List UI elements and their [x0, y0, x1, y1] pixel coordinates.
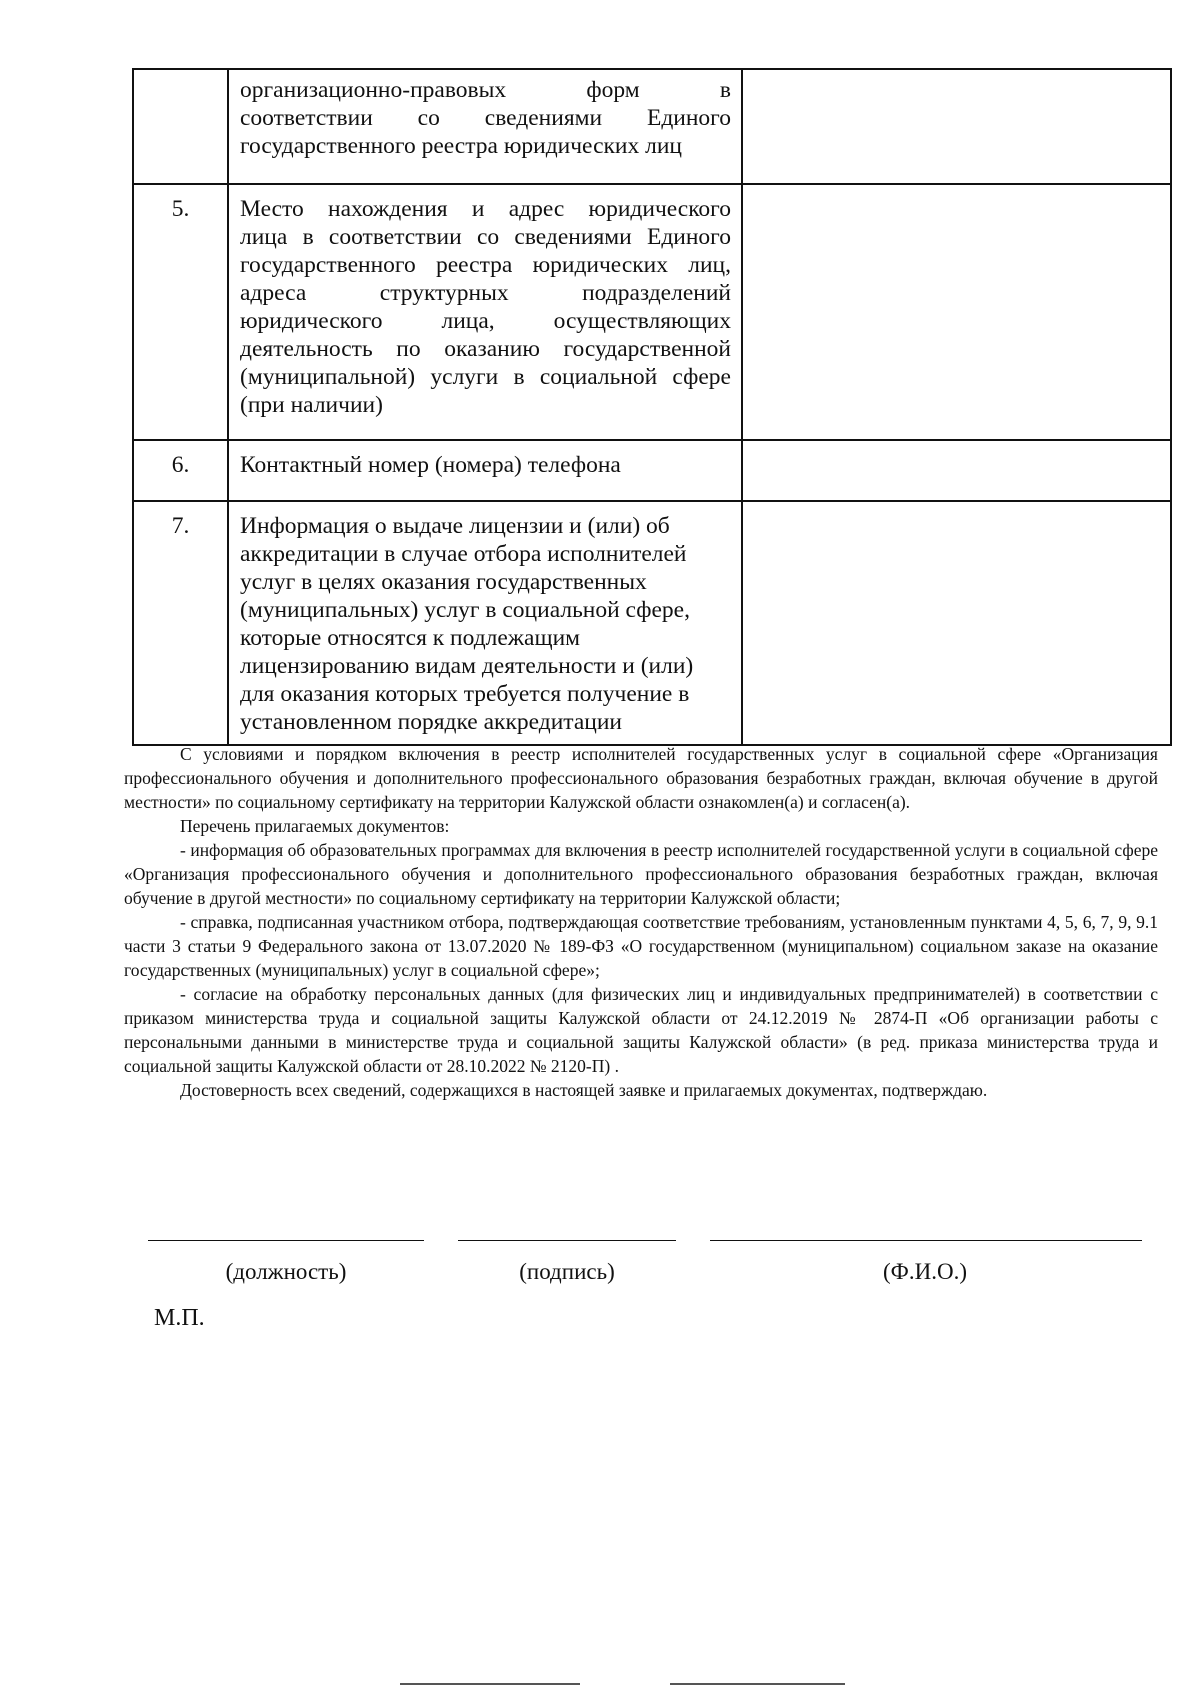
confirmation-paragraph: Достоверность всех сведений, содержащихся в настоящей заявке и прилагаемых документах, подтверждаю. — [180, 1080, 988, 1100]
row-value-cell — [742, 184, 1171, 440]
description-line: адреса структурных подразделений — [240, 280, 731, 306]
position-label: (должность) — [225, 1259, 347, 1284]
row-number: 5. — [133, 184, 228, 440]
description-line: для оказания которых требуется получение в — [240, 681, 690, 707]
table-row-5 — [133, 184, 1171, 440]
row-value-cell — [742, 440, 1171, 501]
application-form-table — [132, 68, 1172, 746]
row-number-cell — [133, 69, 228, 184]
declaration-text — [124, 742, 1158, 1102]
document-item: - справка, подписанная участником отбора, подтверждающая соответствие требованиям, установленным пунктами 4, 5, 6, 7, 9, 9.1 части 3 статьи 9 Федерального закона от 13.07.2020 № 189-ФЗ «О государственном (муниципальном) социальном заказе на оказание государственных (муниципальных) услуг в социальной сфере»; — [124, 912, 1158, 980]
row-description-cell — [228, 440, 742, 501]
table-row-continuation — [133, 69, 1171, 184]
description-line: юридического лица, осуществляющих — [240, 308, 731, 334]
description-line: (при наличии) — [240, 392, 383, 418]
row-description-cell — [228, 501, 742, 745]
description-line: Контактный номер (номера) телефона — [240, 452, 621, 478]
description-line: Место нахождения и адрес юридического — [240, 196, 731, 222]
description-line: организационно-правовых форм в — [240, 77, 731, 103]
row-number: 7. — [133, 501, 228, 745]
description-line: соответствии со сведениями Единого — [240, 105, 731, 131]
description-line: аккредитации в случае отбора исполнителей — [240, 541, 687, 567]
full-name-label: (Ф.И.О.) — [883, 1259, 967, 1284]
description-line: Информация о выдаче лицензии и (или) об — [240, 513, 670, 539]
description-line: услуг в целях оказания государственных — [240, 569, 647, 595]
description-line: деятельность по оказанию государственной — [240, 336, 731, 362]
signature-label: (подпись) — [519, 1259, 615, 1284]
conditions-paragraph: С условиями и порядком включения в реестр исполнителей государственных услуг в социальной сфере «Организация профессионального обучения и дополнительного профессионального образования безработных граждан, включая обучение в другой местности» по социальному сертификату на территории Калужской области ознакомлен(а) и согласен(а). — [124, 744, 1158, 812]
description-line: (муниципальных) услуг в социальной сфере, — [240, 597, 690, 623]
description-line: лица в соответствии со сведениями Единого — [240, 224, 731, 250]
description-line: государственного реестра юридических лиц, — [240, 252, 731, 278]
row-description-cell — [228, 69, 742, 184]
row-value-cell — [742, 69, 1171, 184]
stamp-place-label: М.П. — [154, 1305, 205, 1331]
scan-artifact-line — [400, 1683, 580, 1685]
row-number: 6. — [133, 440, 228, 501]
position-signature-line — [148, 1240, 424, 1241]
table-row-7 — [133, 501, 1171, 745]
description-line: (муниципальной) услуги в социальной сфере — [240, 364, 731, 390]
signature-line — [458, 1240, 676, 1241]
documents-heading: Перечень прилагаемых документов: — [180, 816, 450, 836]
table-row-6 — [133, 440, 1171, 501]
description-line: установленном порядке аккредитации — [240, 709, 623, 735]
row-description-cell — [228, 184, 742, 440]
full-name-signature-line — [710, 1240, 1142, 1241]
row-value-cell — [742, 501, 1171, 745]
document-item: - согласие на обработку персональных данных (для физических лиц и индивидуальных предпринимателей) в соответствии с приказом министерства труда и социальной защиты Калужской области от 24.12.2019 № 2874-П «Об организации работы с персональными данными в министерстве труда и социальной защиты Калужской области» (в ред. приказа министерства труда и социальной защиты Калужской области от 28.10.2022 № 2120-П) . — [124, 984, 1158, 1076]
description-line: государственного реестра юридических лиц — [240, 133, 683, 159]
document-item: - информация об образовательных программах для включения в реестр исполнителей государственной услуги в социальной сфере «Организация профессионального обучения и дополнительного профессионального образования безработных граждан, включая обучение в другой местности» по социальному сертификату на территории Калужской области; — [124, 840, 1158, 908]
description-line: лицензированию видам деятельности и (или) — [240, 653, 694, 679]
scan-artifact-line — [670, 1683, 845, 1685]
description-line: которые относятся к подлежащим — [240, 625, 581, 651]
